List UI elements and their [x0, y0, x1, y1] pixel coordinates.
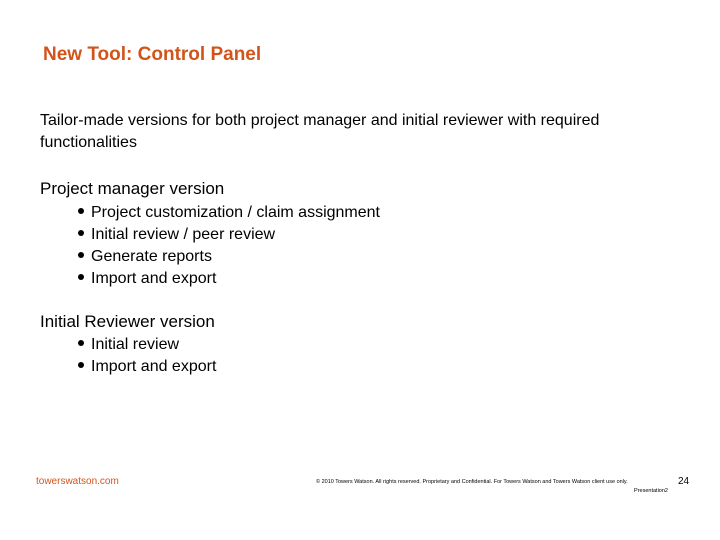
page-number: 24 — [678, 476, 690, 487]
bullet-icon — [78, 208, 84, 214]
bullet-text: Initial review / peer review — [91, 226, 276, 243]
footer-legal-line2: Presentation2 — [634, 488, 668, 494]
project-manager-heading: Project manager version — [40, 179, 225, 198]
bullet-item — [78, 356, 216, 378]
footer-legal-line1: © 2010 Towers Watson. All rights reserved. Proprietary and Confidential. For Towers Watson and Towers Watson client use only. — [316, 479, 628, 485]
bullet-icon — [78, 252, 84, 258]
bullet-text: Generate reports — [91, 248, 212, 265]
bullet-icon — [78, 340, 84, 346]
intro-text: Tailor-made versions for both project manager and initial reviewer with required functionalities — [40, 112, 600, 151]
bullet-item — [78, 202, 380, 224]
bullet-text: Project customization / claim assignment — [91, 204, 380, 221]
bullet-icon — [78, 362, 84, 368]
bullet-icon — [78, 230, 84, 236]
bullet-item — [78, 246, 380, 268]
bullet-icon — [78, 274, 84, 280]
bullet-text: Initial review — [91, 336, 180, 353]
bullet-item — [78, 224, 380, 246]
bullet-text: Import and export — [91, 358, 217, 375]
footer-brand: towerswatson.com — [36, 476, 119, 487]
slide-title: New Tool: Control Panel — [43, 44, 262, 65]
footer-legal — [316, 478, 668, 496]
initial-reviewer-heading: Initial Reviewer version — [40, 312, 215, 331]
project-manager-bullet-list — [78, 202, 380, 290]
initial-reviewer-bullet-list — [78, 334, 216, 378]
bullet-item — [78, 334, 216, 356]
bullet-item — [78, 268, 380, 290]
bullet-text: Import and export — [91, 270, 217, 287]
